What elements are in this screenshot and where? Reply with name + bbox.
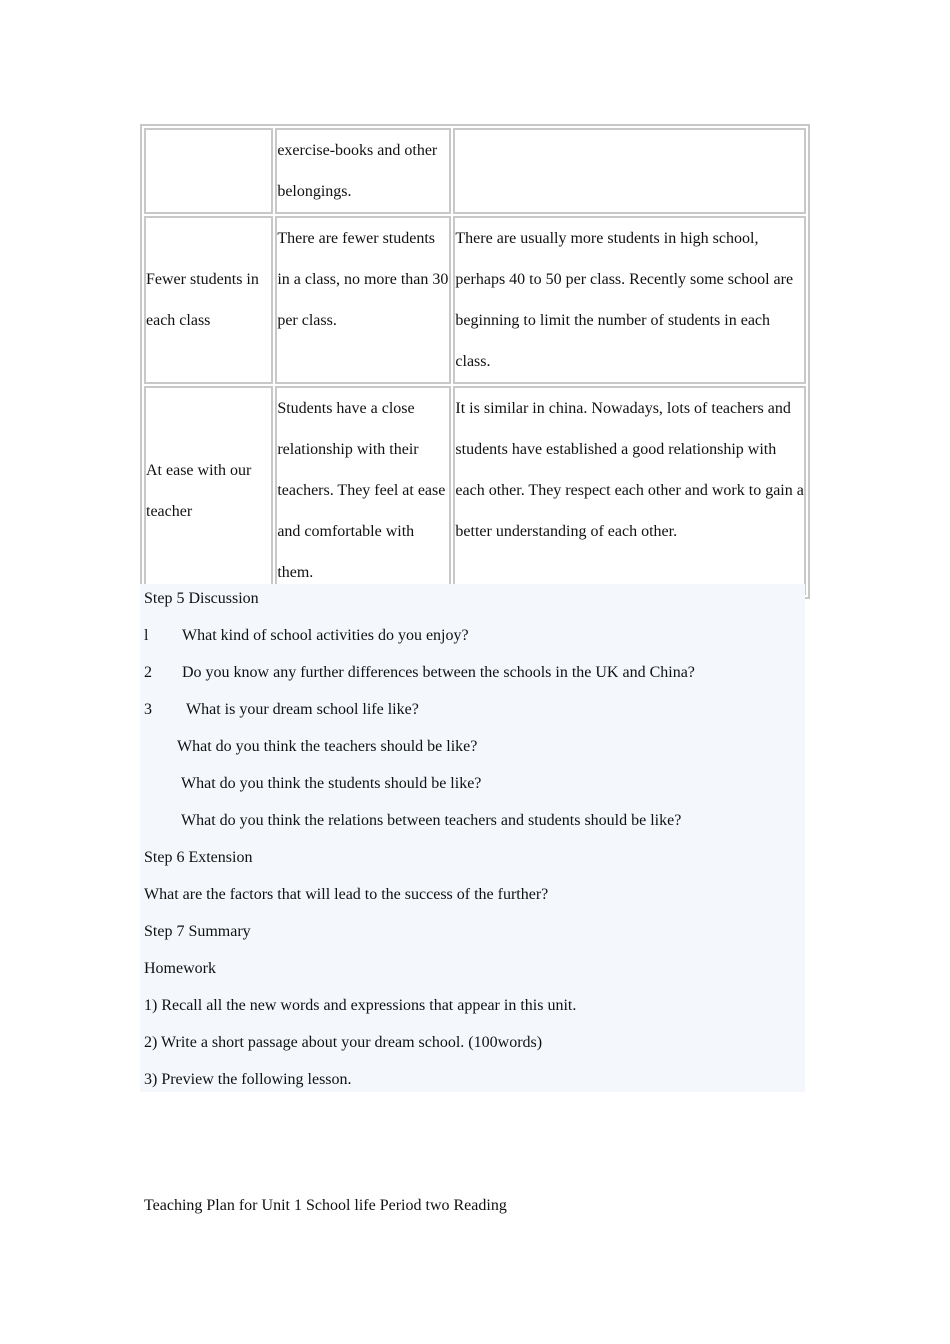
discussion-question <box>144 663 695 683</box>
question-number: 2 <box>144 664 152 681</box>
sub-question: What do you think the teachers should be like? <box>177 738 478 755</box>
question-number: 3 <box>144 701 152 718</box>
table-cell: There are usually more students in high school, perhaps 40 to 50 per class. Recently some school are beginning to limit the number of students in each class. <box>453 216 806 384</box>
homework-item: 1) Recall all the new words and expressions that appear in this unit. <box>144 997 577 1014</box>
table-cell <box>144 128 273 214</box>
homework-item: 3) Preview the following lesson. <box>144 1071 352 1088</box>
comparison-table <box>140 124 810 599</box>
question-text: What kind of school activities do you enjoy? <box>182 627 469 644</box>
discussion-question <box>144 700 419 720</box>
sub-question: What do you think the relations between teachers and students should be like? <box>181 812 682 829</box>
table-cell: At ease with our teacher <box>144 386 273 595</box>
question-number: l <box>144 627 149 644</box>
table-cell <box>453 128 806 214</box>
step6-text: What are the factors that will lead to the success of the further? <box>144 886 549 903</box>
homework-item: 2) Write a short passage about your dream school. (100words) <box>144 1034 543 1051</box>
table-cell: There are fewer students in a class, no more than 30 per class. <box>275 216 451 384</box>
table-cell: Fewer students in each class <box>144 216 273 384</box>
teaching-plan-title: Teaching Plan for Unit 1 School life Period two Reading <box>144 1197 507 1214</box>
question-text: What is your dream school life like? <box>186 701 419 718</box>
lesson-steps <box>140 584 805 1092</box>
step7-heading: Step 7 Summary <box>144 923 251 940</box>
table-row <box>144 386 806 595</box>
table-cell: exercise-books and other belongings. <box>275 128 451 214</box>
table-cell: Students have a close relationship with their teachers. They feel at ease and comfortable with them. <box>275 386 451 595</box>
step5-heading: Step 5 Discussion <box>144 590 259 607</box>
homework-heading: Homework <box>144 960 216 977</box>
table-cell: It is similar in china. Nowadays, lots of teachers and students have established a good relationship with each other. They respect each other and work to gain a better understanding of each other. <box>453 386 806 595</box>
step6-heading: Step 6 Extension <box>144 849 253 866</box>
sub-question: What do you think the students should be like? <box>181 775 482 792</box>
table-row <box>144 128 806 214</box>
question-text: Do you know any further differences between the schools in the UK and China? <box>182 664 695 681</box>
discussion-question <box>144 626 469 646</box>
table-row <box>144 216 806 384</box>
